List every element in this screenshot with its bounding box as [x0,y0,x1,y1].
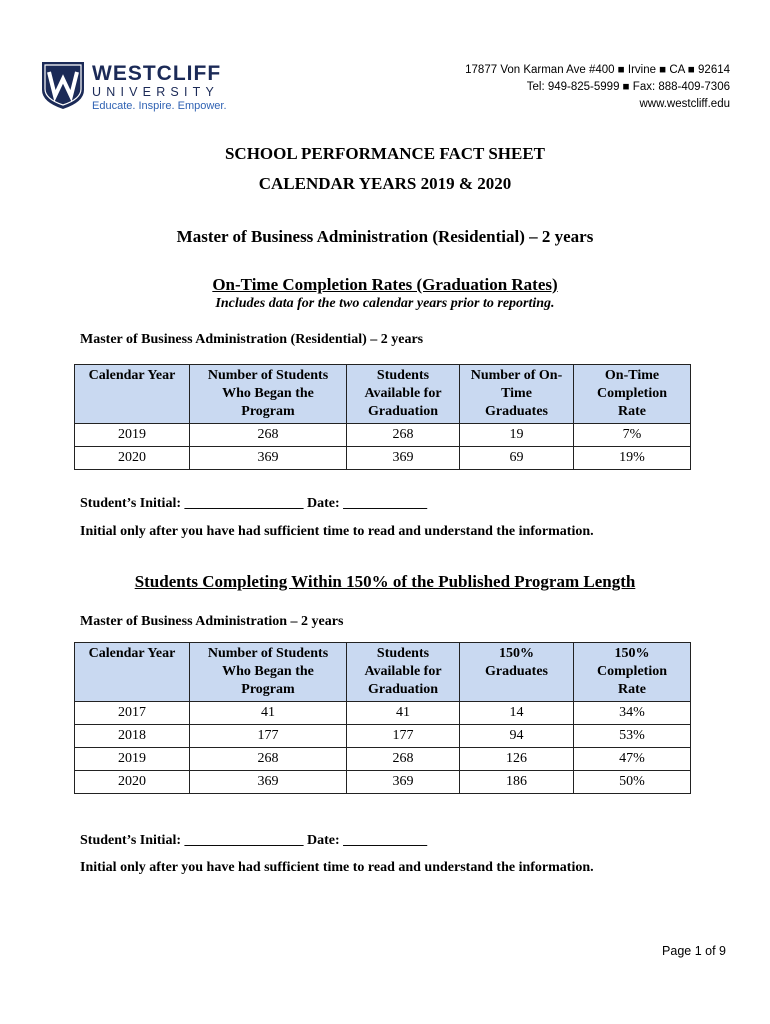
column-header-line: Graduates [485,664,548,679]
section2-heading: Students Completing Within 150% of the Published Program Length [134,572,636,591]
address-line: 17877 Von Karman Ave #400 ■ Irvine ■ CA ■ 92614 [465,64,730,76]
column-header-line: 150% [614,646,650,661]
page-title: SCHOOL PERFORMANCE FACT SHEET [224,144,546,163]
table-cell: 369 [190,447,347,470]
column-header-line: Program [241,404,295,419]
column-header-line: Number of Students [207,368,329,383]
column-header-line: Graduates [485,404,548,419]
section1-initial-line: Student’s Initial: _________________ Date: ____________ [80,496,428,511]
table-cell: 2018 [75,725,190,748]
column-header-line: Who Began the [222,664,314,679]
column-header [460,643,574,702]
logo-subword: UNIVERSITY [92,85,220,99]
table-cell: 41 [190,702,347,725]
column-header [347,365,460,424]
section1-note: Includes data for the two calendar years prior to reporting. [215,296,555,311]
table-cell: 14 [460,702,574,725]
table-cell: 53% [574,725,691,748]
table-cell: 369 [190,771,347,794]
table-cell: 2019 [75,424,190,447]
column-header-line: Rate [618,404,646,419]
section1-instruction: Initial only after you have had sufficient time to read and understand the information. [80,524,594,539]
table-cell: 94 [460,725,574,748]
table-row [75,702,691,725]
column-header-line: Students [376,368,430,383]
table-cell: 268 [190,424,347,447]
table-cell: 69 [460,447,574,470]
section2-initial-line: Student’s Initial: _________________ Date: ____________ [80,833,428,848]
column-header-line: Program [241,682,295,697]
column-header-line: Rate [618,682,646,697]
table-cell: 369 [347,447,460,470]
university-logo [40,60,230,112]
table-cell: 2019 [75,748,190,771]
contact-block [465,62,730,113]
column-header [574,365,691,424]
column-header [75,643,190,702]
table-cell: 268 [347,748,460,771]
column-header [347,643,460,702]
table-cell: 186 [460,771,574,794]
table-cell: 7% [574,424,691,447]
table-cell: 177 [190,725,347,748]
column-header-line: Available for [364,386,442,401]
table-cell: 268 [347,424,460,447]
logo-wordmark: WESTCLIFF [92,62,222,85]
table-row [75,771,691,794]
table-header-row [75,643,691,702]
column-header-line: Who Began the [222,386,314,401]
page-number: Page 1 of 9 [662,944,726,958]
column-header [574,643,691,702]
table-cell: 126 [460,748,574,771]
calendar-years: CALENDAR YEARS 2019 & 2020 [258,174,512,193]
column-header-line: Students [376,646,430,661]
table-cell: 50% [574,771,691,794]
column-header [460,365,574,424]
table-cell: 268 [190,748,347,771]
table-cell: 34% [574,702,691,725]
column-header-line: Available for [364,664,442,679]
program-title: Master of Business Administration (Residential) – 2 years [176,227,594,246]
column-header-line: Calendar Year [88,646,176,661]
website-link[interactable]: www.westcliff.edu [639,98,730,110]
table-cell: 177 [347,725,460,748]
table-row [75,748,691,771]
completion-150-table [74,642,691,794]
column-header-line: Completion [597,386,667,401]
table-cell: 369 [347,771,460,794]
column-header-line: Calendar Year [88,368,176,383]
section1-heading: On-Time Completion Rates (Graduation Rates) [212,275,558,294]
phone-line: Tel: 949-825-5999 ■ Fax: 888-409-7306 [526,81,730,93]
on-time-completion-table [74,364,691,470]
table-row [75,725,691,748]
section2-program-label: Master of Business Administration – 2 years [80,614,344,629]
column-header-line: On-Time [604,368,660,383]
column-header [75,365,190,424]
table-cell: 2020 [75,447,190,470]
table-row [75,424,691,447]
table-header-row [75,365,691,424]
column-header-line: 150% [499,646,534,661]
column-header [190,365,347,424]
column-header-line: Number of Students [207,646,329,661]
table-cell: 2017 [75,702,190,725]
table-cell: 19 [460,424,574,447]
table-cell: 41 [347,702,460,725]
section1-program-label: Master of Business Administration (Residential) – 2 years [80,332,424,347]
column-header-line: Graduation [367,404,438,419]
column-header-line: Graduation [367,682,438,697]
column-header-line: Time [501,386,532,401]
table-cell: 47% [574,748,691,771]
shield-logo-icon [40,60,86,110]
table-cell: 2020 [75,771,190,794]
table-row [75,447,691,470]
table-cell: 19% [574,447,691,470]
column-header-line: Completion [597,664,667,679]
section2-instruction: Initial only after you have had sufficient time to read and understand the information. [80,860,594,875]
column-header [190,643,347,702]
column-header-line: Number of On- [470,368,563,383]
logo-tagline: Educate. Inspire. Empower. [92,100,227,112]
